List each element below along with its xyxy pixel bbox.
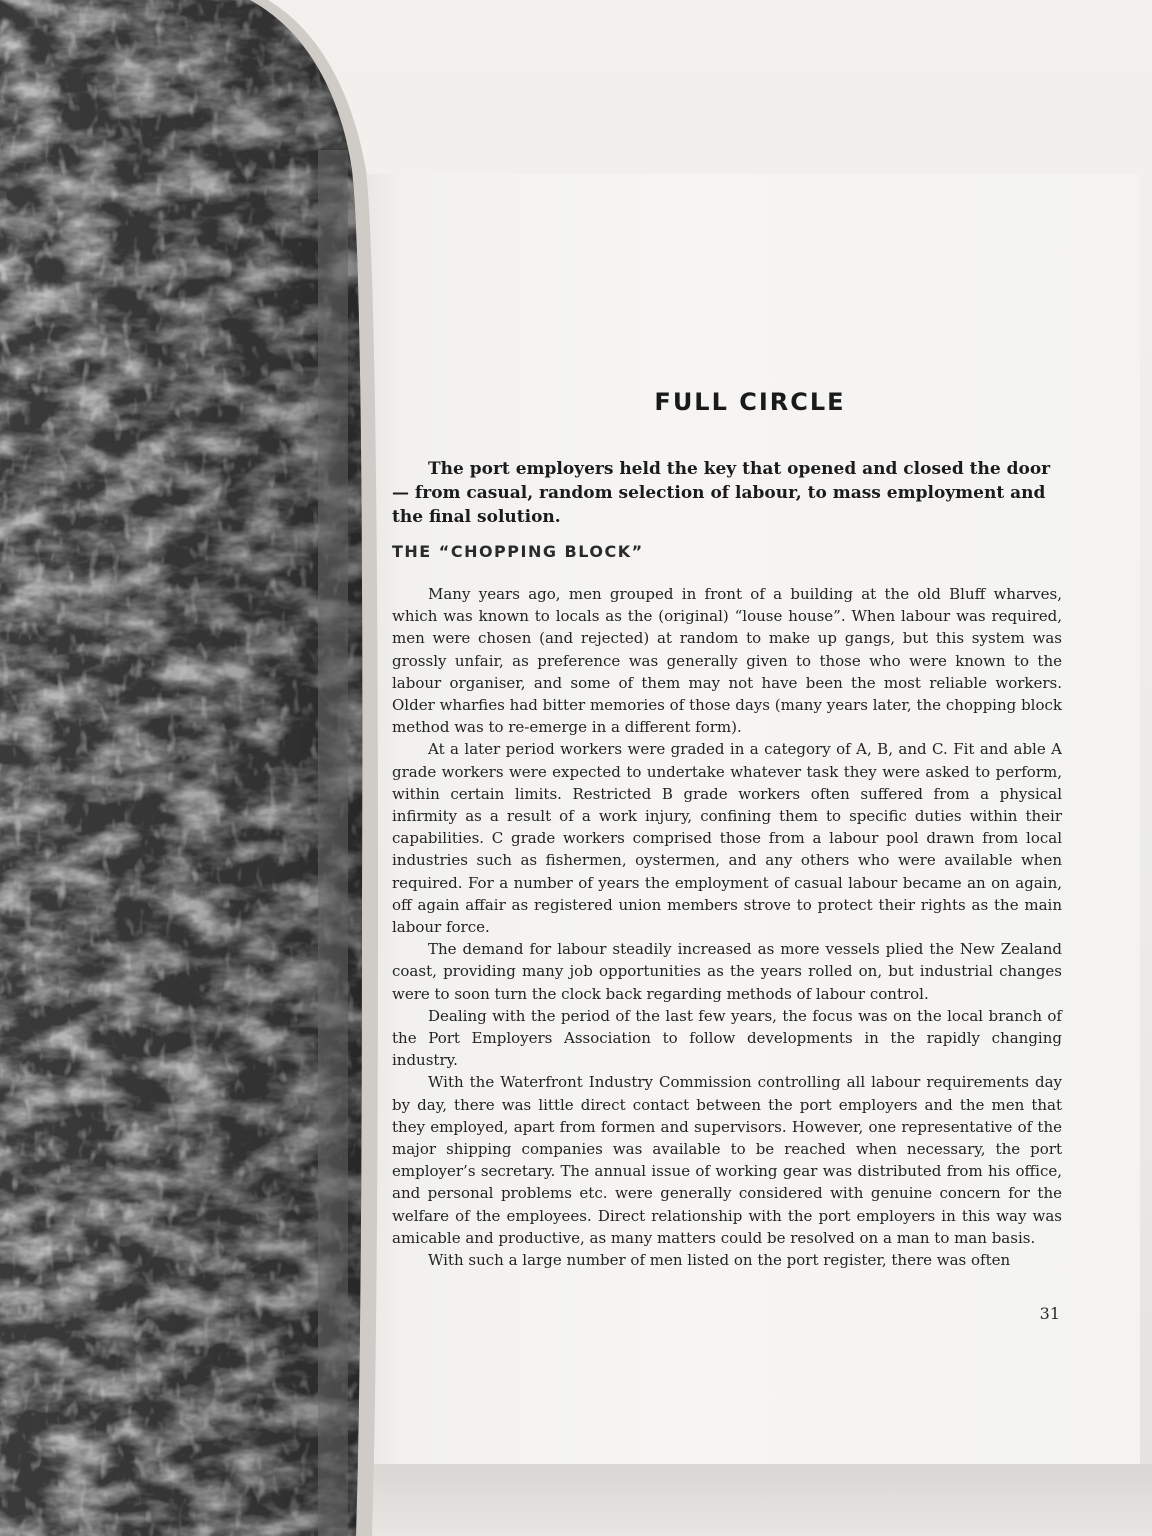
- page-number: 31: [1039, 1304, 1060, 1323]
- paragraph: Many years ago, men grouped in front of a building at the old Bluff wharves, which was known to locals as the (original) “louse house”. When labour was required, men were chosen (and rejected) at random to make up gangs, but this system was grossly unfair, as preference was generally given to those who were known to the labour organiser, and some of them may not have been the most reliable workers. Older wharfies had bitter memories of those days (many years later, the chopping block method was to re-emerge in a different form).: [392, 585, 1062, 737]
- paragraph: With the Waterfront Industry Commission controlling all labour requirements day by day, there was little direct contact between the port employers and the men that they employed, apart from formen and supervisors. However, one representative of the major shipping companies was available to be reached when necessary, the port employer’s secretary. The annual issue of working gear was distributed from his office, and personal problems etc. were generally considered with genuine concern for the welfare of the employees. Direct relationship with the port employers in this way was amicable and productive, as many matters could be resolved on a man to man basis.: [392, 1073, 1062, 1247]
- paragraph: The demand for labour steadily increased as more vessels plied the New Zealand coast, providing many job opportunities as the years rolled on, but industrial changes were to soon turn the clock back regarding methods of labour control.: [392, 940, 1062, 1003]
- chapter-title: FULL CIRCLE: [654, 388, 846, 416]
- section-heading: THE “CHOPPING BLOCK”: [392, 542, 644, 561]
- paragraph: At a later period workers were graded in a category of A, B, and C. Fit and able A grade workers were expected to undertake whatever task they were asked to perform, within certain limits. Restricted B grade workers often suffered from a physical infirmity as a result of a work injury, confining them to specific duties within their capabilities. C grade workers comprised those from a labour pool drawn from local industries such as fishermen, oystermen, and any others who were available when required. For a number of years the employment of casual labour became an on again, off again affair as registered union members strove to protect their rights as the main labour force.: [392, 740, 1062, 937]
- chapter-lede: The port employers held the key that opened and closed the door — from casual, random selection of labour, to mass employment and the final solution.: [392, 459, 1051, 527]
- paragraph: Dealing with the period of the last few years, the focus was on the local branch of the Port Employers Association to follow developments in the rapidly changing industry.: [392, 1006, 1062, 1070]
- paragraph: With such a large number of men listed on the port register, there was often: [428, 1251, 1011, 1270]
- body-text: [392, 583, 1062, 1271]
